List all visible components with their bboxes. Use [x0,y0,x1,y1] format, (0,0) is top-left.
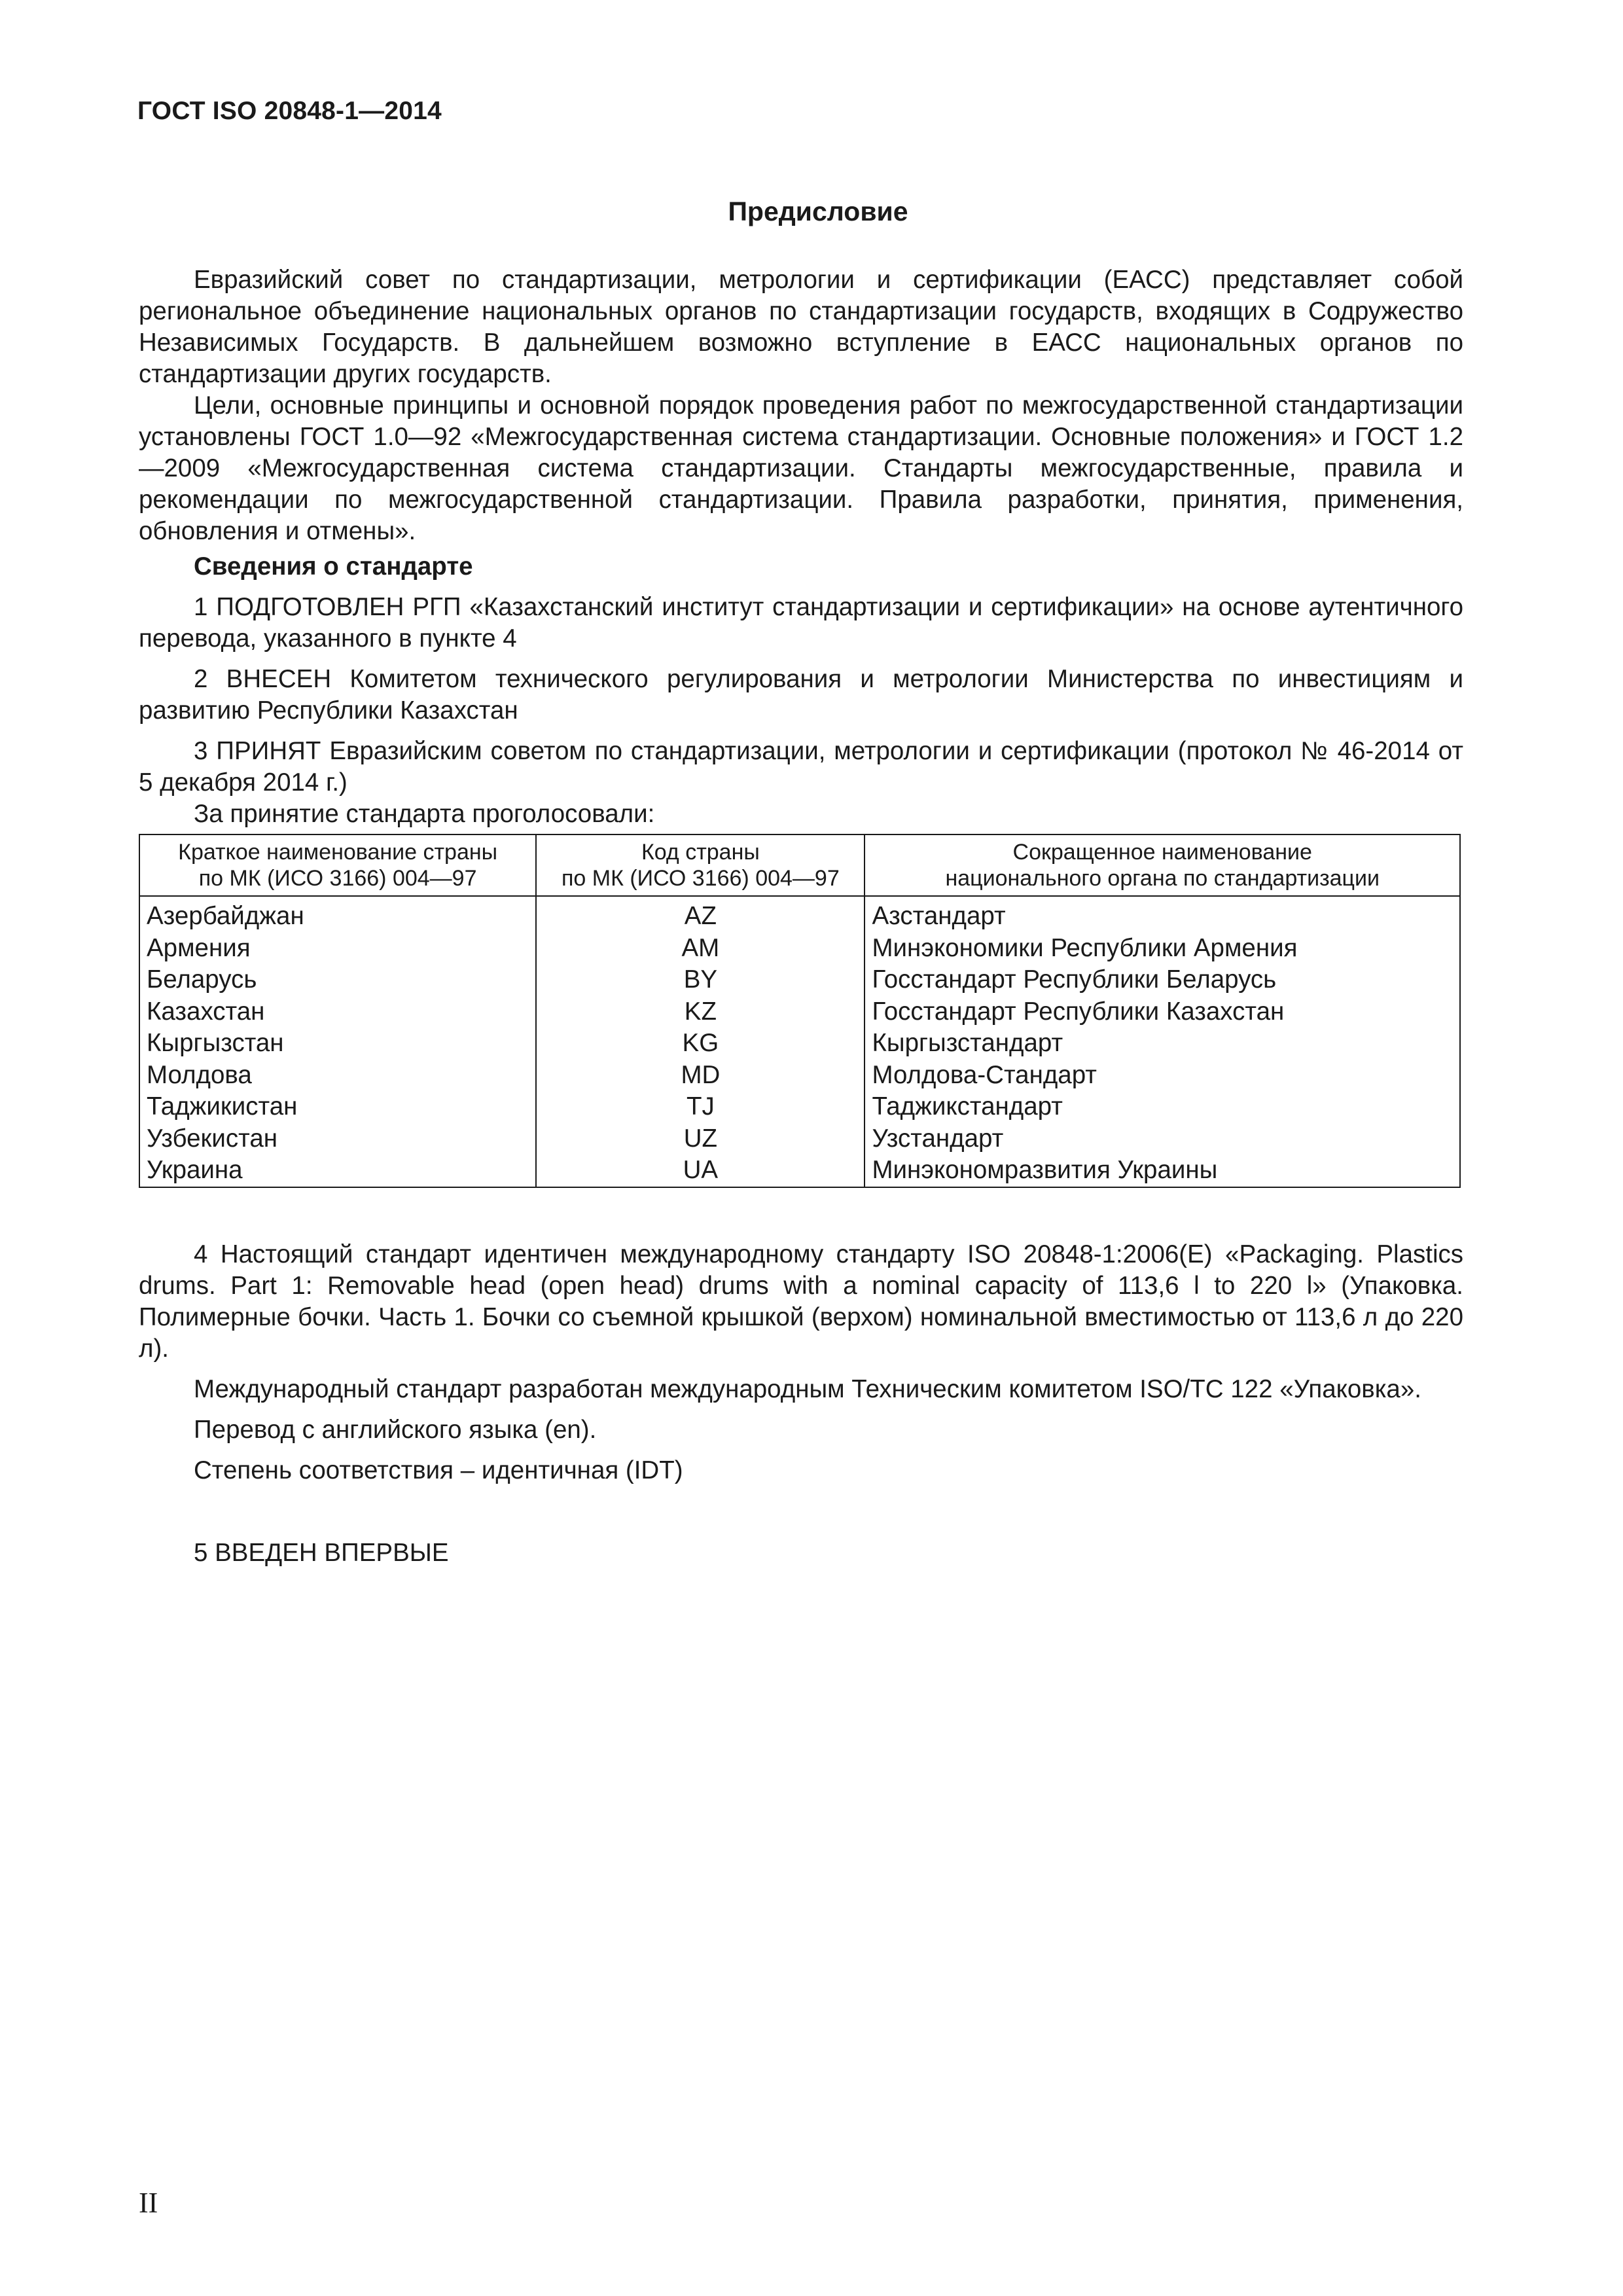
page-title: Предисловие [728,196,908,226]
standards-body: Минэкономики Республики Армения [865,933,1460,965]
country-code: AM [536,933,865,965]
country-code: KG [536,1028,865,1060]
standards-body: Кыргызстандарт [865,1028,1460,1060]
table-row [139,1123,1460,1155]
info-item: 2 ВНЕСЕН Комитетом технического регулирования и метрологии Министерства по инвестициям и развитию Республики Казахстан [139,665,1463,725]
country-name: Армения [139,933,536,965]
country-code: MD [536,1060,865,1092]
country-name: Казахстан [139,996,536,1028]
standards-body: Азстандарт [865,896,1460,933]
country-code: KZ [536,996,865,1028]
standards-body: Молдова-Стандарт [865,1060,1460,1092]
header-country-code: Код страны по МК (ИСО 3166) 004—97 [536,834,865,896]
country-name: Азербайджан [139,896,536,933]
country-code: AZ [536,896,865,933]
intro-paragraph: Цели, основные принципы и основной порядок проведения работ по межгосударственной стандартизации установлены ГОСТ 1.0—92 «Межгосударственная система стандартизации. Основные положения» и ГОСТ 1.2—2009 «Межгосударственная система стандартизации. Стандарты межгосударственные, правила и рекомендации по межгосударственной стандартизации. Правила разработки, принятия, применения, обновления и отмены». [139,391,1463,545]
country-name: Кыргызстан [139,1028,536,1060]
header-standards-body: Сокращенное наименование национального органа по стандартизации [865,834,1460,896]
table-row [139,1155,1460,1187]
country-code: BY [536,964,865,996]
country-name: Беларусь [139,964,536,996]
country-code: UA [536,1155,865,1187]
table-row [139,1060,1460,1092]
table-row [139,896,1460,933]
standards-body: Госстандарт Республики Беларусь [865,964,1460,996]
standards-body: Таджикстандарт [865,1091,1460,1123]
page-number: II [139,2187,158,2219]
item-4-conformity: Степень соответствия – идентичная (IDT) [194,1456,683,1484]
table-row [139,996,1460,1028]
voting-countries-table [139,834,1461,1188]
table-row [139,1028,1460,1060]
country-name: Молдова [139,1060,536,1092]
country-code: TJ [536,1091,865,1123]
header-country-name: Краткое наименование страны по МК (ИСО 3166) 004—97 [139,834,536,896]
standards-body: Госстандарт Республики Казахстан [865,996,1460,1028]
info-item: 3 ПРИНЯТ Евразийским советом по стандартизации, метрологии и сертификации (протокол № 46-2014 от 5 декабря 2014 г.) [139,737,1463,797]
info-item: 1 ПОДГОТОВЛЕН РГП «Казахстанский институт стандартизации и сертификации» на основе аутентичного перевода, указанного в пункте 4 [139,593,1463,653]
country-name: Таджикистан [139,1091,536,1123]
item-4-committee: Международный стандарт разработан международным Техническим комитетом ISO/TC 122 «Упаковка». [194,1374,1421,1403]
table-row [139,964,1460,996]
country-name: Украина [139,1155,536,1187]
document-body [139,264,1463,1569]
vote-caption: За принятие стандарта проголосовали: [194,800,655,828]
table-row [139,933,1460,965]
country-code: UZ [536,1123,865,1155]
country-name: Узбекистан [139,1123,536,1155]
item-4-text: 4 Настоящий стандарт идентичен международному стандарту ISO 20848-1:2006(E) «Packaging. Plastics drums. Part 1: Removable head (open head) drums with a nominal capacity of 113,6 l to 220 l» (Упаковка. Полимерные бочки. Часть 1. Бочки со съемной крышкой (верхом) номинальной вместимостью от 113,6 л до 220 л). [139,1240,1463,1363]
document-code: ГОСТ ISO 20848-1—2014 [137,97,442,125]
intro-paragraph: Евразийский совет по стандартизации, метрологии и сертификации (ЕАСС) представляет собой региональное объединение национальных органов по стандартизации государств, входящих в Содружество Независимых Государств. В дальнейшем возможно вступление в ЕАСС национальных органов по стандартизации других государств. [139,266,1463,388]
item-4-translation: Перевод с английского языка (en). [194,1415,597,1444]
item-5-text: 5 ВВЕДЕН ВПЕРВЫЕ [194,1538,449,1567]
standards-body: Узстандарт [865,1123,1460,1155]
table-header-row [139,834,1460,896]
standards-body: Минэкономразвития Украины [865,1155,1460,1187]
table-row [139,1091,1460,1123]
section-heading: Сведения о стандарте [194,552,473,581]
